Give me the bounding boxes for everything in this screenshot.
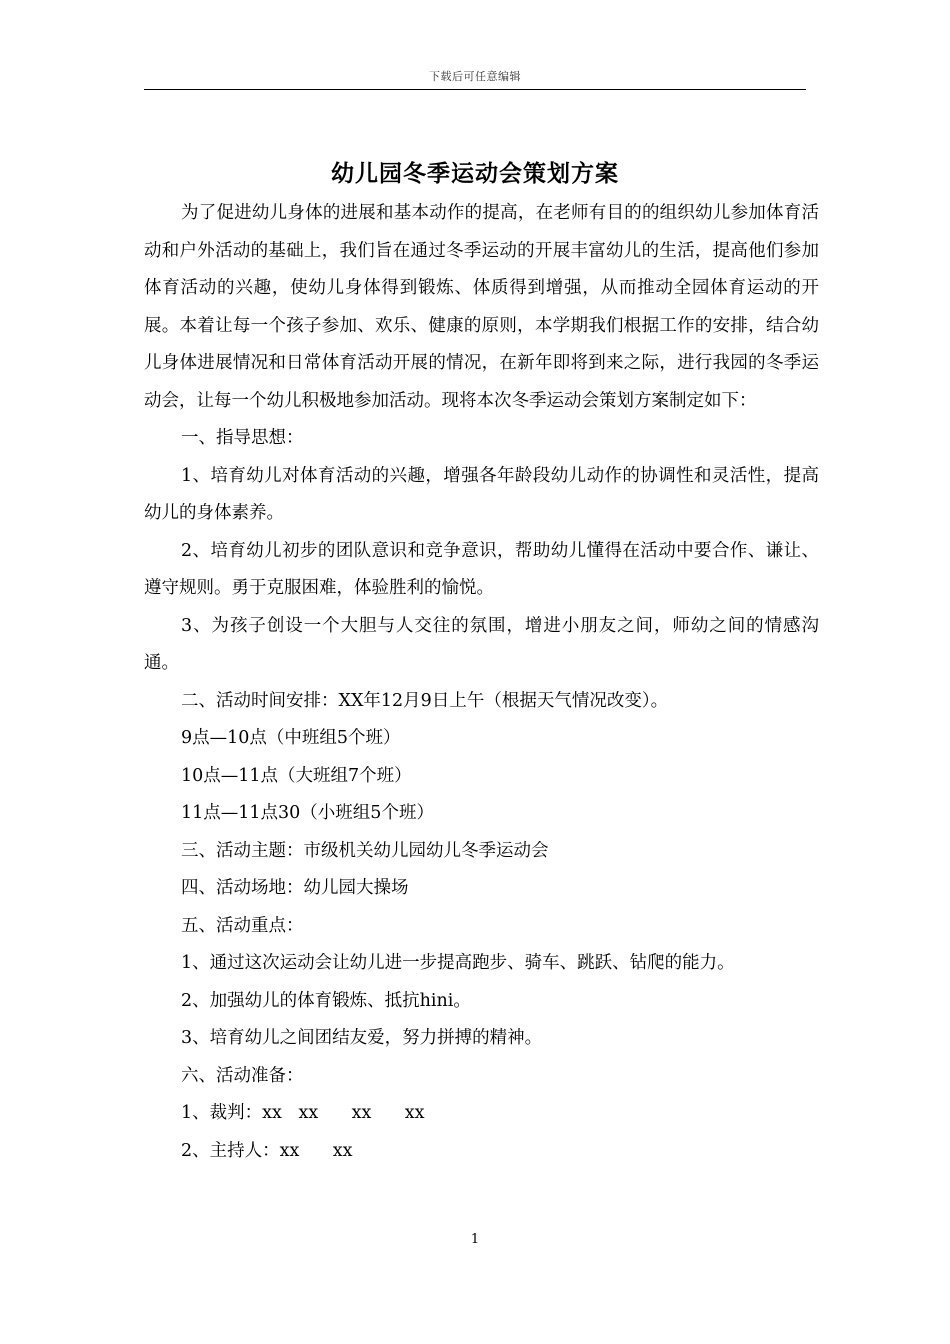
- section-heading-guiding-ideas: 一、指导思想：: [181, 428, 304, 448]
- document-body: [144, 195, 819, 1170]
- section-heading-schedule: 二、活动时间安排：XX年12月9日上午（根据天气情况改变）。: [181, 690, 669, 711]
- key-point-2: 2、加强幼儿的体育锻炼、抵抗hini。: [181, 990, 471, 1011]
- key-point-1: 1、通过这次运动会让幼儿进一步提高跑步、骑车、跳跃、钻爬的能力。: [181, 953, 735, 973]
- section-heading-preparation: 六、活动准备：: [181, 1065, 304, 1086]
- header-note: 下载后可任意编辑: [429, 70, 521, 83]
- schedule-item-1: 9点—10点（中班组5个班）: [181, 728, 401, 748]
- header-divider: [144, 89, 806, 90]
- preparation-item-2: 2、主持人：xx xx: [181, 1140, 353, 1161]
- schedule-item-3: 11点—11点30（小班组5个班）: [181, 803, 434, 823]
- document-title: 幼儿园冬季运动会策划方案: [331, 160, 619, 187]
- guiding-item-2: 2、培育幼儿初步的团队意识和竞争意识，帮助幼儿懂得在活动中要合作、谦让、遵守规则。勇于克服困难，体验胜利的愉悦。: [144, 540, 819, 598]
- key-point-3: 3、培育幼儿之间团结友爱，努力拼搏的精神。: [181, 1028, 543, 1048]
- intro-paragraph: 为了促进幼儿身体的进展和基本动作的提高，在老师有目的的组织幼儿参加体育活动和户外活动的基础上，我们旨在通过冬季运动的开展丰富幼儿的生活，提高他们参加体育活动的兴趣，使幼儿身体得到锻炼、体质得到增强，从而推动全园体育运动的开展。本着让每一个孩子参加、欢乐、健康的原则，本学期我们根据工作的安排，结合幼儿身体进展情况和日常体育活动开展的情况，在新年即将到来之际，进行我园的冬季运动会，让每一个幼儿积极地参加活动。现将本次冬季运动会策划方案制定如下：: [144, 203, 819, 411]
- section-heading-theme: 三、活动主题：市级机关幼儿园幼儿冬季运动会: [181, 840, 549, 861]
- schedule-item-2: 10点—11点（大班组7个班）: [181, 765, 412, 786]
- page-number: 1: [470, 1232, 480, 1247]
- guiding-item-3: 3、为孩子创设一个大胆与人交往的氛围，增进小朋友之间，师幼之间的情感沟通。: [144, 615, 819, 673]
- section-heading-key-points: 五、活动重点：: [181, 915, 304, 936]
- section-heading-venue: 四、活动场地：幼儿园大操场: [181, 878, 409, 898]
- preparation-item-1: 1、裁判：xx xx xx xx: [181, 1103, 425, 1123]
- guiding-item-1: 1、培育幼儿对体育活动的兴趣，增强各年龄段幼儿动作的协调性和灵活性，提高幼儿的身体素养。: [144, 465, 819, 523]
